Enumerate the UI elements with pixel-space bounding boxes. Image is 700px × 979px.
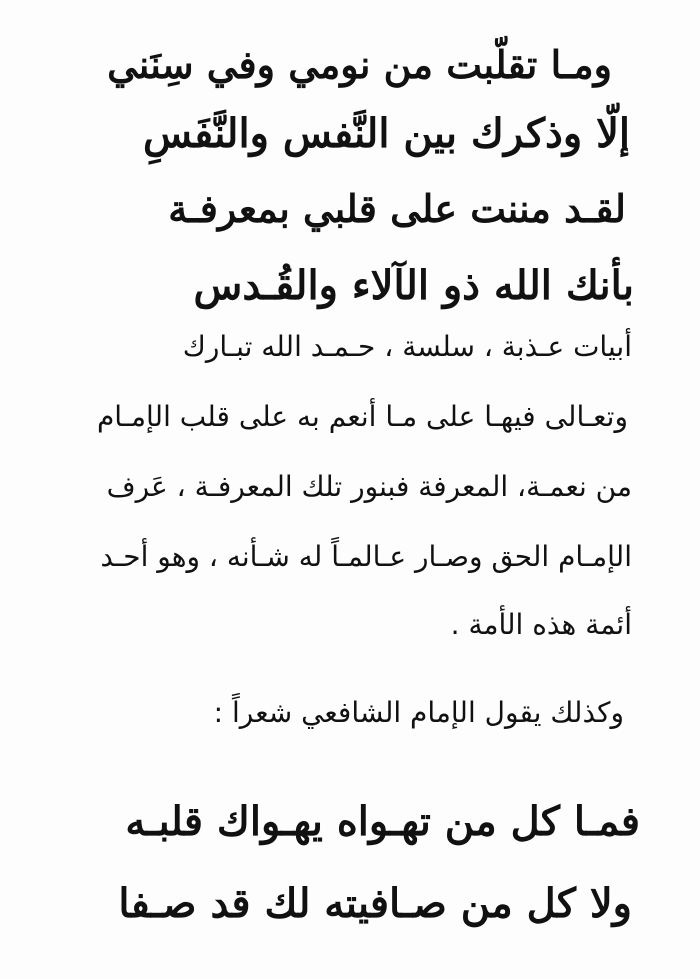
- verse-line-5: فمـا كل من تهـواه يهـواك قلبـه: [125, 798, 640, 845]
- verse-line-3: لقـد مننت على قلبي بمعرفـة: [168, 186, 626, 231]
- verse-line-2: إلّا وذكرك بين النَّفس والنَّفَسِ: [142, 110, 630, 157]
- prose-line-5: أئمة هذه الأمة .: [450, 608, 632, 641]
- intro-line: وكذلك يقول الإمام الشافعي شعراً :: [213, 696, 624, 729]
- prose-line-1: أبيات عـذبة ، سلسة ، حـمـد الله تبـارك: [182, 330, 632, 363]
- verse-line-4: بأنك الله ذو الآلاء والقُـدس: [193, 262, 634, 309]
- verse-line-1: ومـا تقلّبت من نومي وفي سِنَني: [107, 42, 612, 87]
- prose-line-2: وتعـالى فيهـا على مـا أنعم به على قلب الإمـام: [96, 400, 628, 433]
- prose-line-4: الإمـام الحق وصـار عـالمـاً له شـأنه ، وهو أحـد: [100, 540, 632, 573]
- verse-line-6: ولا كل من صـافيته لك قد صـفا: [118, 880, 632, 927]
- prose-line-3: من نعمـة، المعرفة فبنور تلك المعرفـة ، عَرف: [106, 470, 632, 503]
